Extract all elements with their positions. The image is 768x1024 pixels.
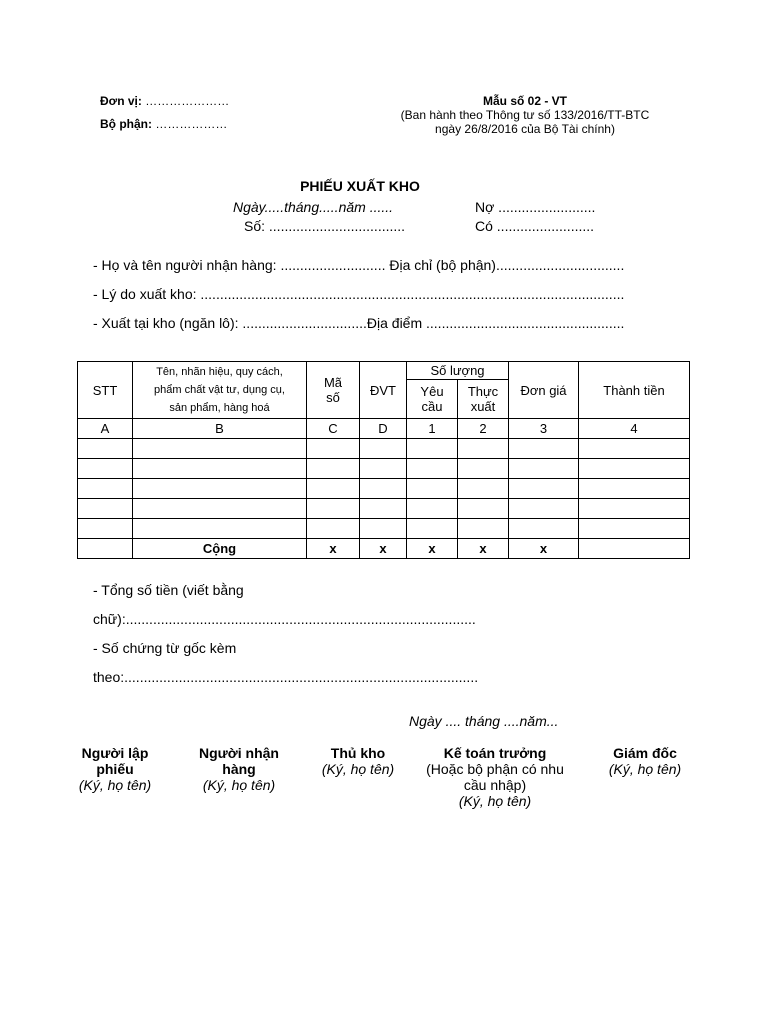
table-row [78, 499, 690, 519]
table-cell [133, 499, 307, 519]
code-cell: A [78, 419, 133, 439]
signature-ke-toan [412, 745, 578, 809]
don-vi-line [100, 94, 229, 108]
table-cell [407, 439, 458, 459]
signature-sub: (Ký, họ tên) [202, 777, 276, 793]
table-cell [307, 439, 360, 459]
so-chung-tu-line-2: theo:........................................................................................... [93, 669, 479, 685]
code-cell: B [133, 419, 307, 439]
col-thuc-xuat [458, 380, 509, 419]
col-yeu-cau-line-1: Yêu [420, 384, 444, 399]
page-title: PHIẾU XUẤT KHO [300, 178, 420, 194]
table-cell [133, 479, 307, 499]
tong-so-tien-line-1: - Tổng số tiền (viết bằng [93, 582, 244, 598]
col-thanh-tien: Thành tiền [579, 362, 690, 419]
table-cell [458, 459, 509, 479]
no-line: Nợ ......................... [475, 199, 596, 215]
table-cell [458, 439, 509, 459]
table-cell [579, 439, 690, 459]
col-stt: STT [78, 362, 133, 419]
signature-giam-doc [590, 745, 700, 777]
col-dvt: ĐVT [360, 362, 407, 419]
code-cell: 4 [579, 419, 690, 439]
col-ten-line-1: Tên, nhãn hiệu, quy cách, [156, 366, 283, 378]
table-cell [407, 459, 458, 479]
col-ten-line-3: sản phẩm, hàng hoá [169, 402, 270, 414]
bo-phan-dots: ……………… [155, 117, 228, 131]
cong-mark: x [360, 539, 407, 559]
col-ma-so-line-1: Mã [323, 375, 343, 390]
col-thuc-xuat-line-1: Thực [467, 384, 499, 399]
col-ten [133, 362, 307, 419]
signature-title: Giám đốc [613, 745, 677, 761]
cong-label: Cộng [133, 539, 307, 559]
table-cell [307, 479, 360, 499]
table-cell [579, 479, 690, 499]
items-table [77, 361, 690, 559]
don-vi-dots: ………………… [145, 94, 230, 108]
code-cell: C [307, 419, 360, 439]
signature-nguoi-nhan [183, 745, 295, 793]
table-cell [307, 459, 360, 479]
ly-do-field: - Lý do xuất kho: ............................................................................................................. [93, 286, 625, 302]
table-cell [78, 499, 133, 519]
total-row [78, 539, 690, 559]
table-cell [579, 539, 690, 559]
so-line: Số: ................................... [244, 218, 406, 234]
signature-title: phiếu [96, 761, 134, 777]
table-cell [360, 519, 407, 539]
table-row [78, 439, 690, 459]
table-cell [133, 519, 307, 539]
col-ma-so [307, 362, 360, 419]
cong-mark: x [509, 539, 579, 559]
ban-hanh-line-2: ngày 26/8/2016 của Bộ Tài chính) [435, 122, 615, 136]
table-cell [78, 459, 133, 479]
signature-nguoi-lap [60, 745, 170, 793]
signature-sub: (Ký, họ tên) [608, 761, 682, 777]
code-cell: 2 [458, 419, 509, 439]
table-cell [509, 459, 579, 479]
table-row [78, 459, 690, 479]
table-cell [509, 439, 579, 459]
table-cell [307, 499, 360, 519]
signature-title: Kế toán trưởng [443, 745, 547, 761]
table-cell [458, 519, 509, 539]
bo-phan-line [100, 117, 227, 131]
col-don-gia: Đơn giá [509, 362, 579, 419]
ho-ten-field: - Họ và tên người nhận hàng: ........................... Địa chỉ (bộ phận)................................. [93, 257, 625, 273]
cong-mark: x [307, 539, 360, 559]
table-cell [407, 499, 458, 519]
table-row [78, 519, 690, 539]
col-yeu-cau [407, 380, 458, 419]
table-cell [509, 479, 579, 499]
mau-so: Mẫu số 02 - VT [482, 94, 568, 108]
table-cell [360, 439, 407, 459]
table-cell [360, 479, 407, 499]
code-cell: D [360, 419, 407, 439]
table-cell [78, 539, 133, 559]
table-cell [458, 479, 509, 499]
table-cell [458, 499, 509, 519]
table-cell [407, 519, 458, 539]
cong-mark: x [407, 539, 458, 559]
signature-sub: (Ký, họ tên) [321, 761, 395, 777]
table-cell [307, 519, 360, 539]
form-code-block [372, 94, 678, 136]
date-line: Ngày.....tháng.....năm ...... [233, 199, 394, 215]
co-line: Có ......................... [475, 218, 595, 234]
col-ten-line-2: phẩm chất vật tư, dụng cụ, [154, 384, 285, 396]
col-so-luong: Số lượng [407, 362, 509, 380]
table-cell [509, 519, 579, 539]
table-cell [360, 499, 407, 519]
table-cell [579, 499, 690, 519]
table-cell [360, 459, 407, 479]
table-cell [579, 459, 690, 479]
bo-phan-label: Bộ phận: [100, 117, 152, 131]
xuat-tai-field: - Xuất tại kho (ngăn lô): ................................Địa điểm ................................................... [93, 315, 625, 331]
table-cell [78, 519, 133, 539]
table-cell [78, 439, 133, 459]
signature-title: Người nhận [199, 745, 279, 761]
signature-title: hàng [222, 761, 256, 777]
ban-hanh-line-1: (Ban hành theo Thông tư số 133/2016/TT-BTC [400, 108, 650, 122]
col-yeu-cau-line-2: cầu [421, 399, 443, 414]
col-thuc-xuat-line-2: xuất [470, 399, 496, 414]
cong-mark: x [458, 539, 509, 559]
don-vi-label: Đơn vị: [100, 94, 142, 108]
code-cell: 3 [509, 419, 579, 439]
signature-sub: (Ký, họ tên) [458, 793, 532, 809]
tong-so-tien-line-2: chữ):.......................................................................................... [93, 611, 476, 627]
table-cell [509, 499, 579, 519]
table-cell [133, 439, 307, 459]
table-cell [78, 479, 133, 499]
code-row [78, 419, 690, 439]
signature-note: (Hoặc bộ phận có nhu [426, 761, 564, 777]
code-cell: 1 [407, 419, 458, 439]
signature-thu-kho [303, 745, 413, 777]
table-row [78, 479, 690, 499]
table-cell [579, 519, 690, 539]
table-cell [133, 459, 307, 479]
signature-note: cầu nhập) [463, 777, 527, 793]
signature-sub: (Ký, họ tên) [78, 777, 152, 793]
signature-title: Người lập [81, 745, 149, 761]
table-cell [407, 479, 458, 499]
ngay-ky: Ngày .... tháng ....năm... [409, 713, 559, 729]
signature-title: Thủ kho [330, 745, 386, 761]
so-chung-tu-line-1: - Số chứng từ gốc kèm [93, 640, 237, 656]
col-ma-so-line-2: số [326, 390, 340, 405]
